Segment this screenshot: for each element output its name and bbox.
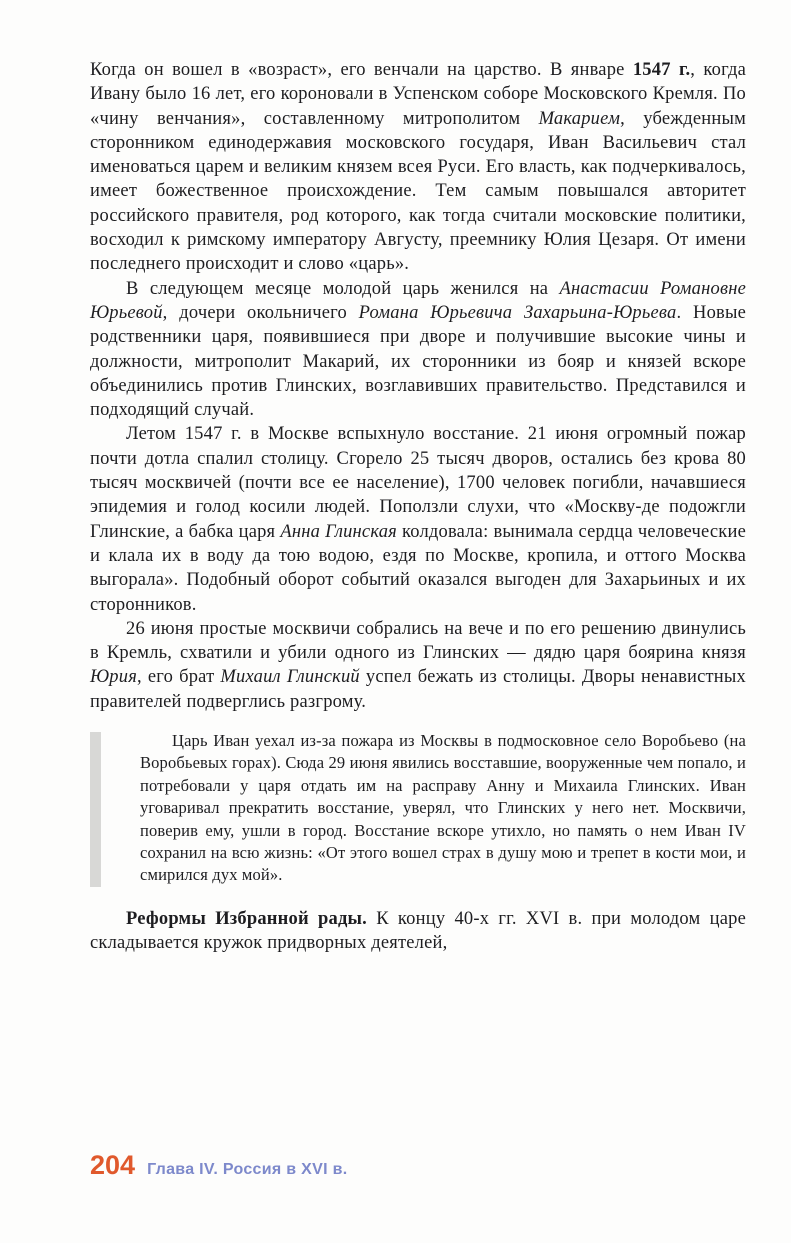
page-footer — [90, 1150, 347, 1181]
text-segment: 1547 г. — [632, 60, 691, 80]
body-paragraph-reforms — [90, 907, 746, 956]
text-segment: Романа Юрьевича Захарьина-Юрьева — [358, 302, 677, 323]
body-paragraph — [90, 422, 746, 616]
text-segment: К концу 40-х гг. XVI в. при молодом царе складывается кружок придворных деятелей, — [90, 908, 746, 954]
text-segment: , когда Ивану было 16 лет, его короновали в Успенском соборе Московского Кремля. По «чину венчания», составленному митрополитом — [90, 60, 746, 129]
chapter-title: Глава IV. Россия в XVI в. — [147, 1161, 348, 1178]
petit-marker-bar — [90, 732, 101, 887]
text-segment: Реформы Избранной рады. — [126, 908, 367, 929]
body-paragraph — [90, 58, 746, 277]
text-segment: , его брат — [137, 667, 221, 688]
text-segment: В следующем месяце молодой царь женился на — [126, 278, 560, 299]
body-paragraph — [90, 277, 746, 423]
text-segment: успел бежать из столицы. Дворы ненавистных правителей подверглись разгрому. — [90, 667, 746, 712]
text-segment: Царь Иван уехал из-за пожара из Москвы в подмосковное село Воробьево (на Воробьевых горах). Сюда 29 июня явились восставшие, вооруженные чем попало, и потребовали у царя отдать им на расправу Анну и Михаила Глинских. Иван уговаривал прекратить восстание, уверял, что Глинских у него нет. Москвичи, поверив ему, ушли в город. Восстание вскоре утихло, но память о нем Иван IV сохранил на всю жизнь: «От этого вошел страх в душу мою и трепет в кости мои, и смирился дух мой». — [140, 731, 746, 885]
text-segment: Анастасии Романовне Юрьевой — [90, 278, 746, 323]
text-segment: Юрия — [90, 667, 137, 688]
petit-section — [140, 730, 746, 887]
text-segment: 26 июня простые москвичи собрались на вече и по его решению двинулись в Кремль, схватили и убили одного из Глинских — дядю царя боярина князя — [90, 618, 746, 664]
page-number: 204 — [90, 1150, 136, 1180]
text-segment: Когда он вошел в «возраст», его венчали на царство. В январе — [90, 60, 633, 80]
text-segment: . Новые родственники царя, появившиеся при дворе и получившие высокие чины и должности, митрополит Макарий, их сторонники из бояр и князей вскоре объединились против Глинских, возглавивших правительство. Представился и подходящий случай. — [90, 302, 746, 421]
text-segment: Макарием — [538, 108, 621, 129]
main-text-block — [90, 58, 746, 955]
text-segment: , дочери окольничего — [162, 302, 359, 323]
petit-paragraph — [140, 730, 746, 887]
text-segment: Михаил Глинский — [220, 667, 360, 688]
text-segment: , убежденным сторонником единодержавия московского государя, Иван Васильевич стал именоваться царем и великим князем всея Руси. Его власть, как подчеркивалось, имеет божественное происхождение. Тем самым повышался авторитет российского правителя, род которого, как тогда считали московские политики, восходил к римскому императору Августу, преемнику Юлия Цезаря. От имени последнего происходит и слово «царь». — [90, 108, 746, 275]
body-paragraph — [90, 617, 746, 714]
text-segment: Летом 1547 г. в Москве вспыхнуло восстание. 21 июня огромный пожар почти дотла спалил столицу. Сгорело 25 тысяч дворов, остались без крова 80 тысяч москвичей (почти все ее население), 1700 человек погибли, начавшиеся эпидемия и голод косили людей. Поползли слухи, что «Москву-де подожгли Глинские, а бабка царя — [90, 424, 746, 542]
text-segment: колдовала: вынимала сердца человеческие и клала их в воду да тою водою, ездя по Москве, кропила, и оттого Москва выгорала». Подобный оборот событий оказался выгоден для Захарьиных и их сторонников. — [90, 521, 746, 615]
text-segment: Анна Глинская — [280, 521, 397, 542]
